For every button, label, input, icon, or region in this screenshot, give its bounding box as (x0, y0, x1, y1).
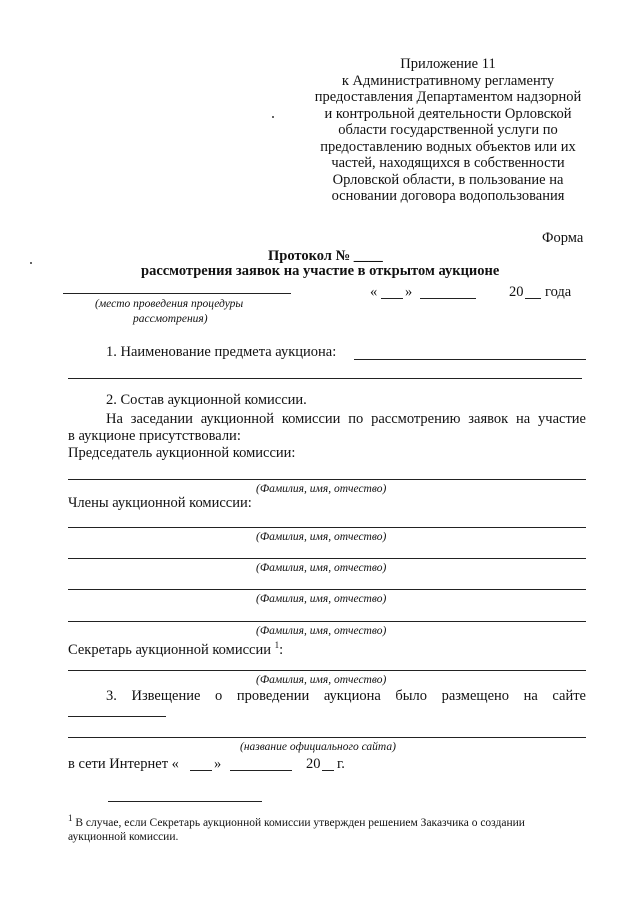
footnote-text-end: аукционной комиссии. (68, 830, 179, 843)
footnote (68, 811, 586, 844)
internet-date-year-field[interactable] (322, 770, 334, 771)
form-label: Форма (542, 230, 584, 246)
member-name-field[interactable] (68, 558, 586, 559)
auction-subject-field-continued[interactable] (68, 378, 582, 379)
internet-date-prefix: в сети Интернет « (68, 756, 179, 772)
secretary-label (68, 637, 283, 658)
internet-date-close-quote: » (214, 756, 222, 772)
appendix-line: и контрольной деятельности Орловской (324, 105, 572, 122)
secretary-label-text: Секретарь аукционной комиссии (68, 641, 271, 658)
auction-subject-label: 1. Наименование предмета аукциона: (106, 344, 337, 360)
date-year-suffix: года (545, 284, 572, 300)
footnote-number: 1 (68, 813, 73, 823)
scan-speck (272, 116, 274, 118)
commission-paragraph-end: в аукционе присутствовали: (68, 428, 241, 444)
members-label: Члены аукционной комиссии: (68, 495, 252, 511)
notice-word: проведении (236, 688, 310, 704)
secretary-name-field[interactable] (68, 670, 586, 671)
appendix-line: частей, находящихся в собственности (331, 155, 565, 171)
notice-word: на (523, 688, 538, 704)
notice-word: было (395, 688, 427, 704)
scan-speck (30, 262, 32, 264)
appendix-line: предоставления Департаментом надзорной (314, 89, 582, 105)
notice-word: Извещение (131, 688, 201, 704)
fio-caption: (Фамилия, имя, отчество) (256, 625, 387, 637)
date-close-quote: » (405, 284, 413, 300)
notice-word: сайте (552, 688, 586, 704)
fio-caption: (Фамилия, имя, отчество) (256, 674, 387, 686)
site-name-field[interactable] (68, 737, 586, 738)
date-open-quote: « (370, 284, 378, 300)
chairman-name-field[interactable] (68, 479, 586, 480)
date-year-prefix: 20 (509, 284, 524, 300)
place-field-line[interactable] (63, 293, 291, 294)
internet-date-year-suffix: г. (337, 756, 345, 772)
member-name-field[interactable] (68, 527, 586, 528)
notice-word: размещено (441, 688, 510, 704)
fio-caption: (Фамилия, имя, отчество) (256, 531, 387, 543)
date-month-field[interactable] (420, 298, 476, 299)
place-caption: (место проведения процедуры (95, 298, 244, 310)
commission-heading: 2. Состав аукционной комиссии. (106, 392, 307, 408)
member-name-field[interactable] (68, 621, 586, 622)
appendix-line: предоставлению водных объектов или их (320, 138, 576, 155)
secretary-colon: : (279, 641, 284, 658)
document-title: Протокол № ____ (268, 248, 383, 264)
site-caption: (название официального сайта) (240, 741, 396, 753)
appendix-line: Приложение 11 (400, 56, 496, 72)
appendix-line: к Административному регламенту (341, 72, 555, 89)
appendix-line: Орловской области, в пользование на (332, 171, 564, 188)
appendix-line: области государственной услуги по (338, 122, 558, 138)
member-name-field[interactable] (68, 589, 586, 590)
notice-line (106, 688, 586, 704)
date-day-field[interactable] (381, 298, 403, 299)
appendix-line: основании договора водопользования (331, 188, 565, 204)
fio-caption: (Фамилия, имя, отчество) (256, 483, 387, 495)
internet-date-month-field[interactable] (230, 770, 292, 771)
appendix-header (306, 56, 590, 205)
footnote-text: В случае, если Секретарь аукционной комиссии утвержден решением Заказчика о создании (72, 816, 525, 829)
commission-paragraph: На заседании аукционной комиссии по рассмотрению заявок на участие (106, 411, 586, 427)
document-subtitle: рассмотрения заявок на участие в открытом аукционе (141, 263, 500, 279)
auction-subject-field[interactable] (354, 359, 586, 360)
footnote-ref: 1 (274, 640, 280, 650)
footnote-separator (108, 801, 262, 802)
place-caption: рассмотрения) (133, 313, 208, 325)
notice-word: аукциона (323, 688, 381, 704)
notice-word: 3. (106, 688, 117, 704)
internet-date-year-prefix: 20 (306, 756, 321, 772)
fio-caption: (Фамилия, имя, отчество) (256, 562, 387, 574)
site-name-field-start[interactable] (68, 716, 166, 717)
date-year-field[interactable] (525, 298, 541, 299)
chairman-label: Председатель аукционной комиссии: (68, 445, 296, 461)
internet-date-day-field[interactable] (190, 770, 212, 771)
fio-caption: (Фамилия, имя, отчество) (256, 593, 387, 605)
notice-word: о (215, 688, 223, 704)
